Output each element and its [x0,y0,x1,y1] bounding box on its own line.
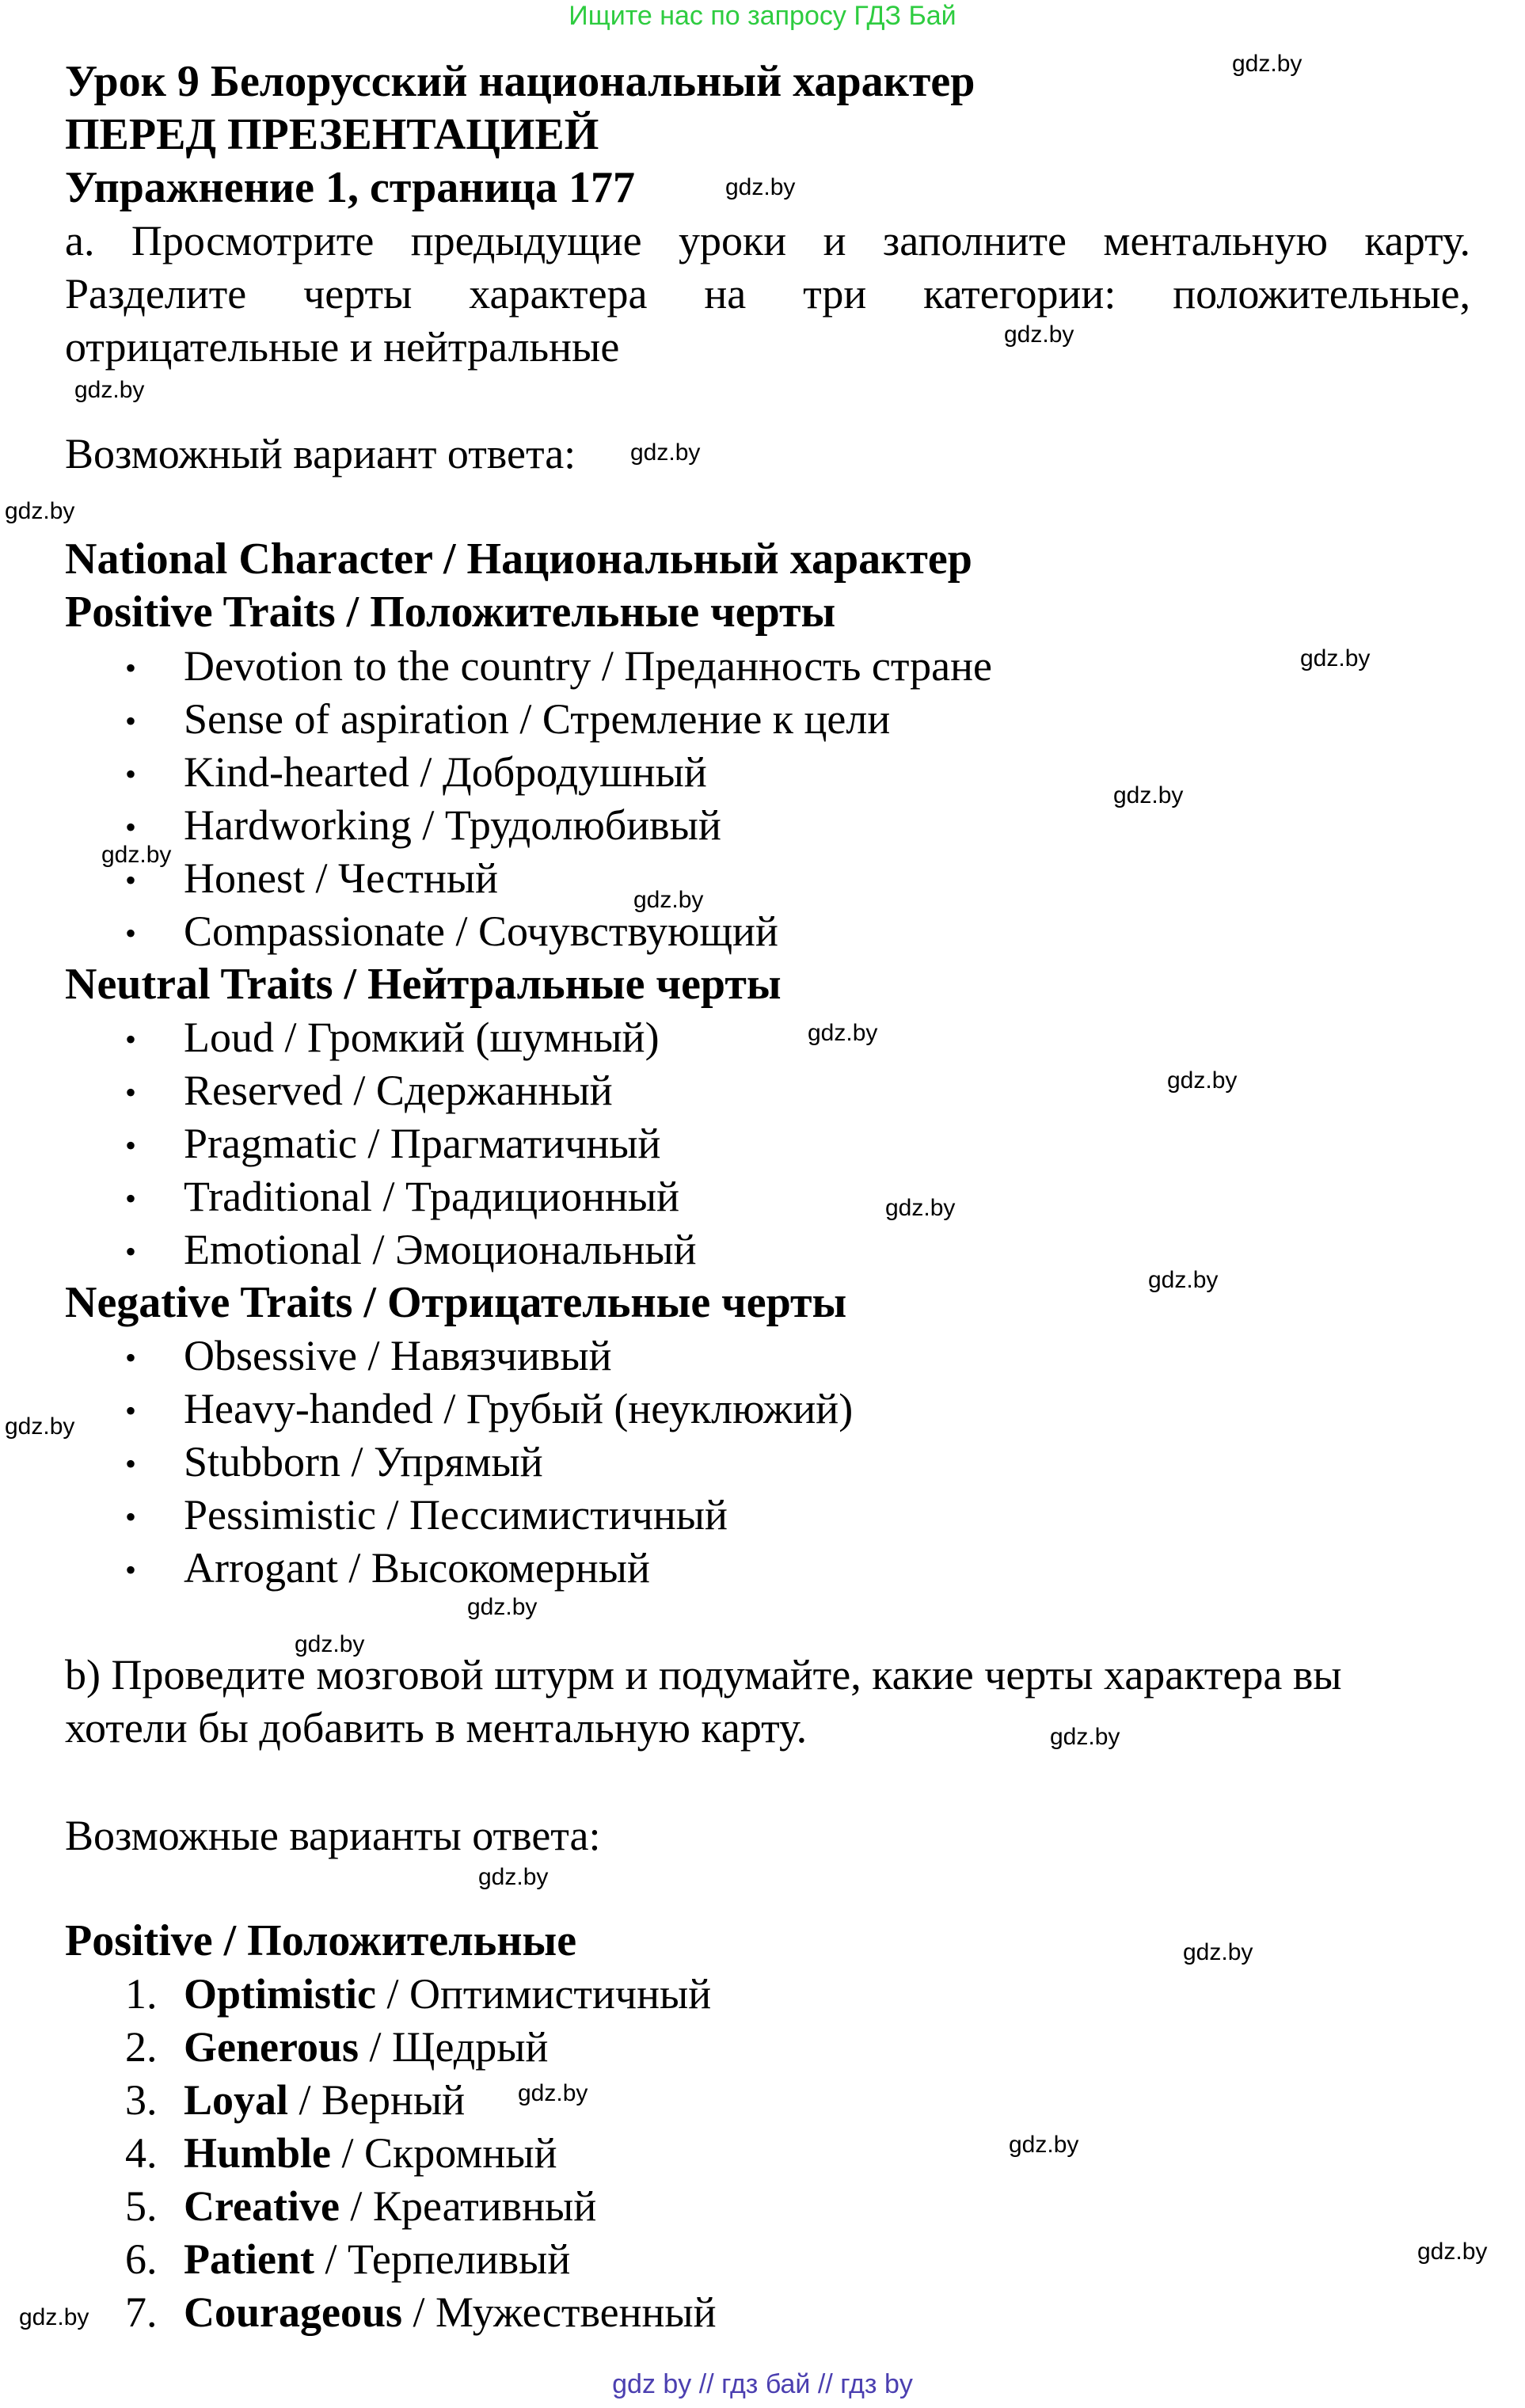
watermark: gdz.by [5,1413,75,1440]
bullet-icon: • [125,703,137,739]
trait-ru: / Щедрый [359,2023,549,2071]
watermark: gdz.by [1113,782,1184,808]
trait-ru: / Терпеливый [314,2235,571,2283]
exercise-title: Упражнение 1, страница 177 [65,163,636,212]
bullet-icon: • [125,756,137,792]
list-item: Devotion to the country / Преданность стране [184,642,992,690]
watermark: gdz.by [5,498,75,524]
bullet-icon: • [125,1021,137,1057]
item-number: 3. [125,2076,158,2124]
trait-ru: / Мужественный [402,2288,717,2336]
positive-list-heading: Positive / Положительные [65,1916,577,1965]
trait-ru: / Скромный [331,2129,557,2177]
list-item: Obsessive / Навязчивый [184,1332,612,1379]
task-a-line-1: a. Просмотрите предыдущие уроки и заполните ментальную карту. [65,217,1470,264]
section-title: ПЕРЕД ПРЕЗЕНТАЦИЕЙ [65,110,599,159]
task-a-line-3: отрицательные и нейтральные [65,323,620,371]
watermark: gdz.by [467,1594,538,1620]
watermark: gdz.by [101,842,172,868]
task-a-line-2: Разделите черты характера на три категории: положительные, [65,270,1470,318]
task-b-line-2: хотели бы добавить в ментальную карту. [65,1704,808,1752]
bullet-icon: • [125,1181,137,1216]
item-number: 2. [125,2023,158,2071]
watermark: gdz.by [1148,1267,1219,1293]
list-item: Honest / Честный [184,854,499,902]
answer-label-b: Возможные варианты ответа: [65,1812,601,1859]
trait-ru: / Креативный [339,2182,597,2230]
watermark: gdz.by [1417,2239,1488,2265]
trait-en: Loyal [184,2076,289,2124]
lesson-title: Урок 9 Белорусский национальный характер [65,57,975,106]
watermark: gdz.by [633,887,704,913]
list-item: Reserved / Сдержанный [184,1067,613,1114]
watermark: gdz.by [1183,1939,1253,1965]
bullet-icon: • [125,1393,137,1428]
watermark: gdz.by [1009,2132,1079,2158]
list-item: Pessimistic / Пессимистичный [184,1491,728,1539]
watermark: gdz.by [630,439,701,466]
list-item: Loud / Громкий (шумный) [184,1014,660,1061]
trait-en: Generous [184,2023,359,2071]
top-banner: Ищите нас по запросу ГДЗ Бай [569,1,956,31]
watermark: gdz.by [19,2304,89,2330]
bullet-icon: • [125,1446,137,1482]
watermark: gdz.by [295,1631,365,1657]
bullet-icon: • [125,1128,137,1163]
answer-label-a: Возможный вариант ответа: [65,430,576,477]
trait-en: Courageous [184,2288,403,2336]
trait-en: Patient [184,2235,314,2283]
watermark: gdz.by [1232,51,1303,77]
list-item: Traditional / Традиционный [184,1173,680,1220]
task-b-line-1: b) Проведите мозговой штурм и подумайте, какие черты характера вы [65,1651,1342,1699]
list-item: Heavy-handed / Грубый (неуклюжий) [184,1385,854,1432]
list-item: Stubborn / Упрямый [184,1438,543,1486]
list-item: Kind-hearted / Добродушный [184,748,707,796]
item-number: 5. [125,2182,158,2230]
footer-links: gdz by // гдз бай // гдз by [612,2369,913,2399]
list-item: Pragmatic / Прагматичный [184,1120,661,1167]
neutral-traits-heading: Neutral Traits / Нейтральные черты [65,960,782,1009]
watermark: gdz.by [1300,645,1371,671]
list-item: Hardworking / Трудолюбивый [184,801,721,849]
watermark: gdz.by [725,174,796,200]
trait-en: Optimistic [184,1970,376,2018]
list-item: Compassionate / Сочувствующий [184,907,778,955]
watermark: gdz.by [808,1020,878,1046]
item-number: 1. [125,1970,158,2018]
bullet-icon: • [125,650,137,686]
watermark: gdz.by [885,1195,956,1221]
positive-traits-heading: Positive Traits / Положительные черты [65,588,836,637]
watermark: gdz.by [74,377,145,403]
watermark: gdz.by [1167,1067,1238,1094]
list-item: Emotional / Эмоциональный [184,1226,697,1273]
list-item: Sense of aspiration / Стремление к цели [184,695,891,743]
trait-ru: / Верный [288,2076,466,2124]
bullet-icon: • [125,1340,137,1375]
item-number: 6. [125,2235,158,2283]
trait-en: Humble [184,2129,332,2177]
bullet-icon: • [125,915,137,951]
bullet-icon: • [125,1075,137,1110]
bullet-icon: • [125,1234,137,1269]
list-item: Arrogant / Высокомерный [184,1544,650,1592]
bullet-icon: • [125,809,137,845]
bullet-icon: • [125,862,137,898]
watermark: gdz.by [1050,1724,1120,1750]
mindmap-title: National Character / Национальный характер [65,534,972,584]
item-number: 7. [125,2288,158,2336]
watermark: gdz.by [1004,321,1074,348]
bullet-icon: • [125,1499,137,1535]
watermark: gdz.by [478,1864,549,1890]
negative-traits-heading: Negative Traits / Отрицательные черты [65,1278,847,1327]
watermark: gdz.by [518,2080,588,2106]
trait-en: Creative [184,2182,340,2230]
item-number: 4. [125,2129,158,2177]
trait-ru: / Оптимистичный [375,1970,712,2018]
bullet-icon: • [125,1552,137,1588]
